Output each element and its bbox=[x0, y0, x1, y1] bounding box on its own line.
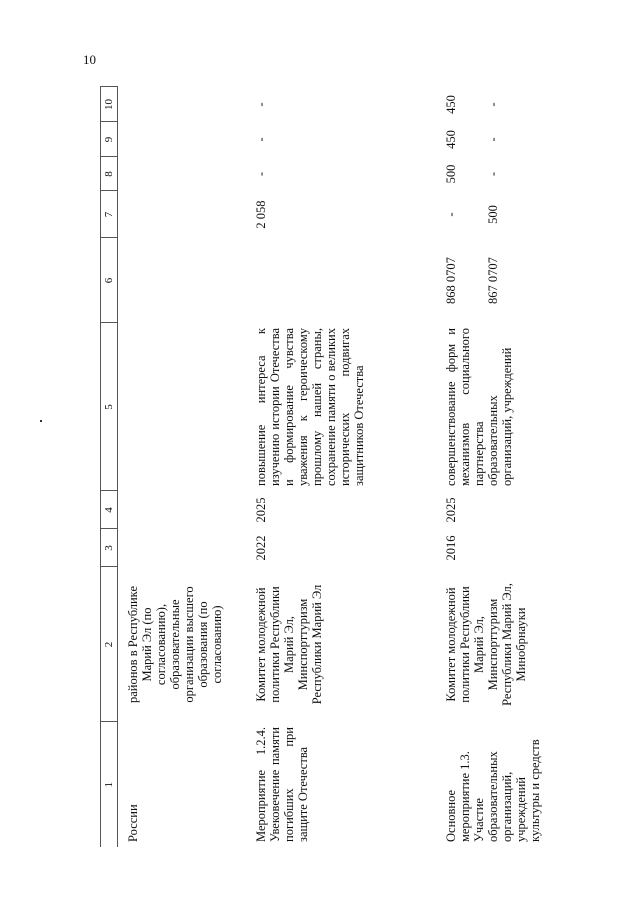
page-number: 10 bbox=[83, 52, 96, 67]
rotated-table-container bbox=[100, 87, 639, 847]
row2-col10-line2: - bbox=[485, 102, 500, 107]
row0-col8 bbox=[118, 157, 246, 191]
program-table bbox=[100, 87, 606, 848]
row0-col5 bbox=[118, 323, 246, 491]
row2-col7 bbox=[436, 191, 606, 238]
row2-col1: Основное мероприятие 1.3. Участие образовательных организаций, учреждений культуры и средств bbox=[443, 739, 542, 842]
header-cell-2: 2 bbox=[101, 567, 118, 722]
header-cell-4: 4 bbox=[101, 491, 118, 529]
row2-col6-line2: 867 0707 bbox=[485, 257, 500, 304]
row2-col5: совершенствование форм и механизмов социального партнерства образовательных организаций, учреждений bbox=[443, 328, 514, 486]
header-cell-8: 8 bbox=[101, 157, 118, 191]
row1-col10: - bbox=[253, 102, 268, 107]
row2-col9-line1: 450 bbox=[443, 130, 458, 149]
table-row bbox=[436, 87, 606, 847]
row2-col6-line1: 868 0707 bbox=[443, 257, 458, 304]
row0-col2: районов в Республике Марий Эл (по согласованию), образовательные организации высшего образования (по согласованию) bbox=[126, 586, 224, 703]
row1-col6 bbox=[246, 238, 436, 323]
row1-col9: - bbox=[253, 137, 268, 142]
row1-col5: повышение интереса к изучению истории Отечества и формирование чувства уважения к героическому прошлому нашей страны, сохранение памяти о великих исторических подвигах защитников Отечества bbox=[253, 328, 366, 486]
header-cell-9: 9 bbox=[101, 122, 118, 157]
header-cell-5: 5 bbox=[101, 323, 118, 491]
row0-col1: России bbox=[126, 804, 140, 842]
row0-col9 bbox=[118, 122, 246, 157]
row2-col8-line2: - bbox=[485, 171, 500, 177]
row0-col4 bbox=[118, 491, 246, 529]
row1-col3: 2022 bbox=[253, 535, 268, 561]
row1-col2: Комитет молодежной политики Республики Марий Эл, Минспорттуризм Республики Марий Эл bbox=[253, 584, 324, 705]
row2-col3: 2016 bbox=[443, 535, 458, 561]
row2-col9-line2: - bbox=[485, 137, 500, 142]
header-cell-10: 10 bbox=[101, 87, 118, 122]
header-cell-3: 3 bbox=[101, 529, 118, 567]
row2-col2: Комитет молодежной политики Республики Марий Эл, Минспорттуризм Республики Марий Эл, Минобрнауки bbox=[443, 583, 528, 706]
table-row bbox=[246, 87, 436, 847]
row2-col7-line2: 500 bbox=[485, 205, 500, 224]
row1-col1: Мероприятие 1.2.4. Увековечение памяти погибших при защите Отечества bbox=[253, 727, 310, 842]
table-row bbox=[118, 87, 246, 847]
row2-col7-line1: - bbox=[443, 212, 458, 217]
row1-col8: - bbox=[253, 171, 268, 177]
row0-col7 bbox=[118, 191, 246, 238]
row0-col3 bbox=[118, 529, 246, 567]
row2-col4: 2025 bbox=[443, 497, 458, 523]
row2-col10-line1: 450 bbox=[443, 95, 458, 114]
row2-col8-line1: 500 bbox=[443, 164, 458, 184]
row1-col4: 2025 bbox=[253, 497, 268, 523]
row2-col8 bbox=[436, 157, 606, 191]
row2-col6 bbox=[436, 238, 606, 323]
row0-col6 bbox=[118, 238, 246, 323]
header-cell-1: 1 bbox=[101, 722, 118, 847]
row0-col10 bbox=[118, 87, 246, 122]
row1-col7: 2 058 bbox=[253, 200, 268, 229]
header-cell-6: 6 bbox=[101, 238, 118, 323]
header-cell-7: 7 bbox=[101, 191, 118, 238]
row2-col10 bbox=[436, 87, 606, 122]
header-row bbox=[101, 87, 118, 847]
row2-col9 bbox=[436, 122, 606, 157]
